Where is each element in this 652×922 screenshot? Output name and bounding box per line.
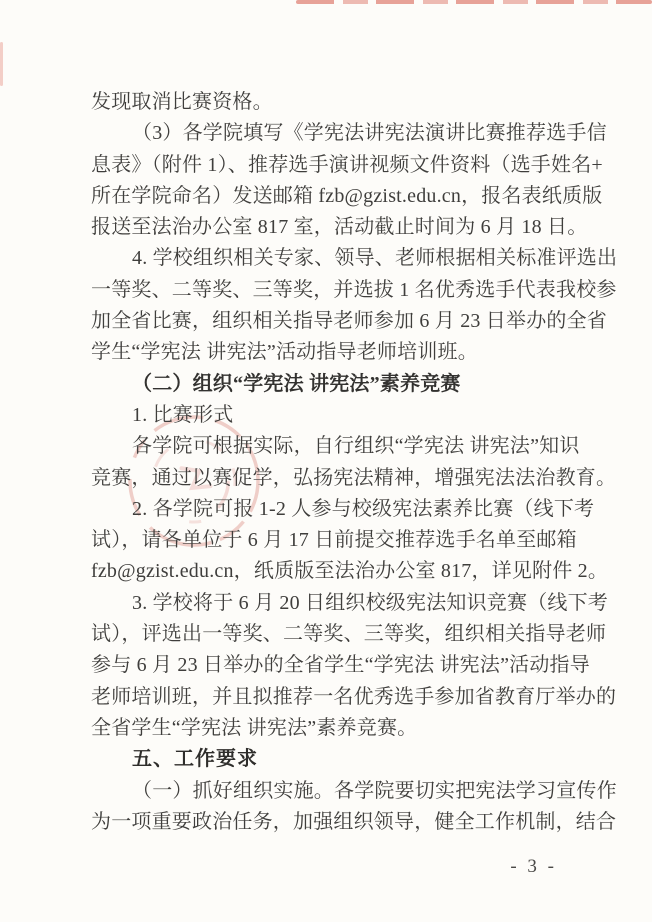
document-text-line: 所在学院命名）发送邮箱 fzb@gzist.edu.cn，报名表纸质版 [91,184,603,207]
document-text-line: 加全省比赛，组织相关指导老师参加 6 月 23 日举办的全省 [91,310,607,333]
document-text-line: 一等奖、二等奖、三等奖，并选拔 1 名优秀选手代表我校参 [91,278,617,301]
document-text-line: 竞赛，通过以赛促学，弘扬宪法精神，增强宪法法治教育。 [91,466,617,489]
document-text-line: 各学院可根据实际，自行组织“学宪法 讲宪法”知识 [132,435,580,458]
document-text-line: 2. 各学院可报 1-2 人参与校级宪法素养比赛（线下考 [132,497,595,520]
scan-artifact-left-edge-mark [0,42,3,86]
document-text-line: （3）各学院填写《学宪法讲宪法演讲比赛推荐选手信 [132,122,607,145]
document-text-line: 试），评选出一等奖、二等奖、三等奖，组织相关指导老师 [91,623,607,646]
document-text-line: fzb@gzist.edu.cn，纸质版至法治办公室 817，详见附件 2。 [91,560,609,583]
document-text-line: 参与 6 月 23 日举办的全省学生“学宪法 讲宪法”活动指导 [91,654,590,677]
document-text-line: 发现取消比赛资格。 [91,91,273,113]
document-text-line: 为一项重要政治任务，加强组织领导，健全工作机制，结合 [91,810,617,833]
document-text-line: 3. 学校将于 6 月 20 日组织校级宪法知识竞赛（线下考 [132,591,608,614]
document-text-line: 1. 比赛形式 [132,403,234,426]
document-text-line: 学生“学宪法 讲宪法”活动指导老师培训班。 [91,341,478,364]
section-heading-line: （二）组织“学宪法 讲宪法”素养竞赛 [132,372,461,395]
page-number: - 3 - [510,856,557,877]
document-body [91,87,618,838]
scan-artifact-top-dashes [296,0,652,4]
document-text-line: 老师培训班，并且拟推荐一名优秀选手参加省教育厅举办的 [91,685,617,708]
document-text-line: 息表》（附件 1）、推荐选手演讲视频文件资料（选手姓名+ [91,153,603,176]
section-heading-line: 五、工作要求 [132,748,258,771]
document-text-line: 报送至法治办公室 817 室，活动截止时间为 6 月 18 日。 [91,216,588,239]
document-text-line: （一）抓好组织实施。各学院要切实把宪法学习宣传作 [132,779,617,802]
document-text-line: 试），请各单位于 6 月 17 日前提交推荐选手名单至邮箱 [91,529,577,552]
document-text-line: 4. 学校组织相关专家、领导、老师根据相关标准评选出 [132,247,618,270]
document-text-line: 全省学生“学宪法 讲宪法”素养竞赛。 [91,716,418,739]
